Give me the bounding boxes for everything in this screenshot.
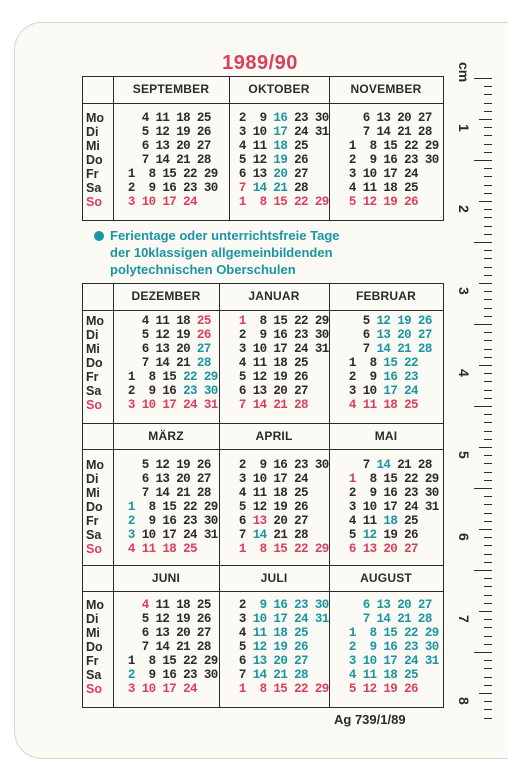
month-name-april: APRIL [255,429,293,443]
ruler-tick [484,496,492,497]
ruler-tick [479,529,492,530]
ruler-tick [484,299,492,300]
ruler-tick [484,619,492,620]
ruler-label-8: 8 [456,697,472,705]
ruler-tick [484,627,492,628]
month-days-maerz: 5 12 19 26 6 13 20 27 7 14 21 28 1 8 15 22 29 2 9 16 23 30 3 10 17 24 31 4 11 18 25 [121,458,218,556]
ruler-label-6: 6 [456,533,472,541]
ruler-tick [474,242,492,243]
ruler-tick [479,447,492,448]
ruler-tick [484,144,492,145]
ruler-tick [484,381,492,382]
ruler-tick [484,595,492,596]
ruler-tick [484,677,492,678]
month-name-februar: FEBRUAR [355,289,417,303]
month-days-februar: 5 12 19 26 6 13 20 27 7 14 21 28 1 8 15 22 2 9 16 23 3 10 17 24 4 11 18 25 [342,314,432,412]
ruler-tick [484,332,492,333]
ruler-tick [484,340,492,341]
ruler-tick [484,135,492,136]
ruler-tick [484,291,492,292]
ruler-tick [484,521,492,522]
ruler-tick [484,168,492,169]
ruler-tick [474,324,492,325]
month-days-juni: 4 11 18 25 5 12 19 26 6 13 20 27 7 14 21 28 1 8 15 22 29 2 9 16 23 30 3 10 17 24 [121,598,218,696]
ruler-label-7: 7 [456,615,472,623]
ruler-tick [484,258,492,259]
month-days-oktober: 2 9 16 23 30 3 10 17 24 31 4 11 18 25 5 12 19 26 6 13 20 27 7 14 21 28 1 8 15 22 29 [232,111,329,209]
grid-divider [329,284,330,707]
ruler-label-2: 2 [456,205,472,213]
ruler-tick [484,185,492,186]
ruler-tick [484,668,492,669]
month-name-juli: JULI [260,571,288,585]
month-days-august: 6 13 20 27 7 14 21 28 1 8 15 22 29 2 9 16 23 30 3 10 17 24 31 4 11 18 25 5 12 19 26 [342,598,439,696]
month-name-november: NOVEMBER [350,82,422,96]
ruler-tick [484,636,492,637]
ruler-tick [484,226,492,227]
calendar-title: 1989/90 [222,52,298,74]
ruler-tick [474,406,492,407]
ruler-tick [484,701,492,702]
ruler-tick [484,537,492,538]
month-name-august: AUGUST [360,571,412,585]
ruler-tick [484,455,492,456]
month-name-oktober: OKTOBER [248,82,310,96]
ruler-tick [484,562,492,563]
ruler-tick [484,463,492,464]
ruler-tick [484,718,492,719]
ruler-tick [484,250,492,251]
ruler-tick [484,127,492,128]
ruler-tick [474,652,492,653]
ruler-label-5: 5 [456,451,472,459]
ruler-tick [484,275,492,276]
ruler-tick [484,398,492,399]
ruler-tick [484,217,492,218]
month-name-september: SEPTEMBER [132,82,210,96]
month-days-september: 4 11 18 25 5 12 19 26 6 13 20 27 7 14 21 28 1 8 15 22 29 2 9 16 23 30 3 10 17 24 [121,111,218,209]
ruler-tick [484,513,492,514]
day-labels-row3: Mo Di Mi Do Fr Sa So [86,598,105,696]
ruler-tick [484,685,492,686]
month-days-mai: 7 14 21 28 1 8 15 22 29 2 9 16 23 30 3 10 17 24 31 4 11 18 25 5 12 19 26 6 13 20 27 [342,458,439,556]
grid-divider [113,77,114,220]
grid-divider [219,284,220,707]
ruler-label-4: 4 [456,369,472,377]
ruler-tick [484,709,492,710]
ruler-tick [484,545,492,546]
ruler-tick [484,439,492,440]
grid-divider [83,310,443,311]
ruler-tick [484,480,492,481]
ruler-unit-label: cm [456,62,472,83]
ruler-tick [484,414,492,415]
day-labels-row2: Mo Di Mi Do Fr Sa So [86,458,105,556]
ruler-tick [484,234,492,235]
ruler-tick [479,201,492,202]
ruler-label-3: 3 [456,287,472,295]
grid-divider [229,77,230,220]
month-name-dezember: DEZEMBER [131,289,201,303]
ruler-tick [479,119,492,120]
month-days-november: 6 13 20 27 7 14 21 28 1 8 15 22 29 2 9 16 23 30 3 10 17 24 4 11 18 25 5 12 19 26 [342,111,439,209]
cm-ruler [452,58,492,718]
month-days-januar: 1 8 15 22 29 2 9 16 23 30 3 10 17 24 31 4 11 18 25 5 12 19 26 6 13 20 27 7 14 21 28 [232,314,329,412]
month-days-april: 2 9 16 23 30 3 10 17 24 4 11 18 25 5 12 19 26 6 13 20 27 7 14 21 28 1 8 15 22 29 [232,458,329,556]
ruler-tick [484,504,492,505]
ruler-tick [484,86,492,87]
grid-divider [83,423,443,424]
holiday-legend-text: Ferientage oder unterrichtsfreie Tage der 10klassigen allgemeinbildenden polytechnischen Oberschulen [110,228,340,277]
ruler-tick [484,103,492,104]
ruler-tick [484,94,492,95]
month-days-dezember: 4 11 18 25 5 12 19 26 6 13 20 27 7 14 21 28 1 8 15 22 29 2 9 16 23 30 3 10 17 24 31 [121,314,218,412]
ruler-tick [484,644,492,645]
ruler-tick [479,611,492,612]
ruler-tick [484,373,492,374]
ruler-tick [484,193,492,194]
day-labels-top: Mo Di Mi Do Fr Sa So [86,111,105,209]
ruler-tick [484,349,492,350]
ruler-tick [484,472,492,473]
ruler-tick [484,111,492,112]
grid-divider [329,77,330,220]
month-name-mai: MAI [374,429,398,443]
ruler-tick [484,176,492,177]
ruler-tick [484,422,492,423]
ruler-tick [474,160,492,161]
ruler-tick [484,586,492,587]
day-labels-row1: Mo Di Mi Do Fr Sa So [86,314,105,412]
ruler-tick [484,152,492,153]
ruler-tick [484,209,492,210]
ruler-tick [484,308,492,309]
grid-divider [113,284,114,707]
ruler-tick [484,390,492,391]
ruler-tick [484,316,492,317]
ruler-tick [484,267,492,268]
ruler-tick [474,78,492,79]
grid-divider [83,449,443,450]
month-name-januar: JANUAR [248,289,300,303]
ruler-tick [479,693,492,694]
ruler-tick [474,488,492,489]
ruler-tick [479,365,492,366]
ruler-label-1: 1 [456,124,472,132]
ruler-tick [484,357,492,358]
ruler-tick [474,570,492,571]
grid-divider [83,591,443,592]
ruler-tick [484,431,492,432]
month-name-maerz: MÄRZ [148,429,184,443]
ruler-tick [484,578,492,579]
print-code: Ag 739/1/89 [334,712,406,727]
ruler-tick [484,660,492,661]
ruler-tick [484,554,492,555]
month-days-juli: 2 9 16 23 30 3 10 17 24 31 4 11 18 25 5 12 19 26 6 13 20 27 7 14 21 28 1 8 15 22 29 [232,598,329,696]
ruler-tick [479,283,492,284]
grid-divider [83,565,443,566]
month-name-juni: JUNI [151,571,181,585]
ruler-tick [484,603,492,604]
